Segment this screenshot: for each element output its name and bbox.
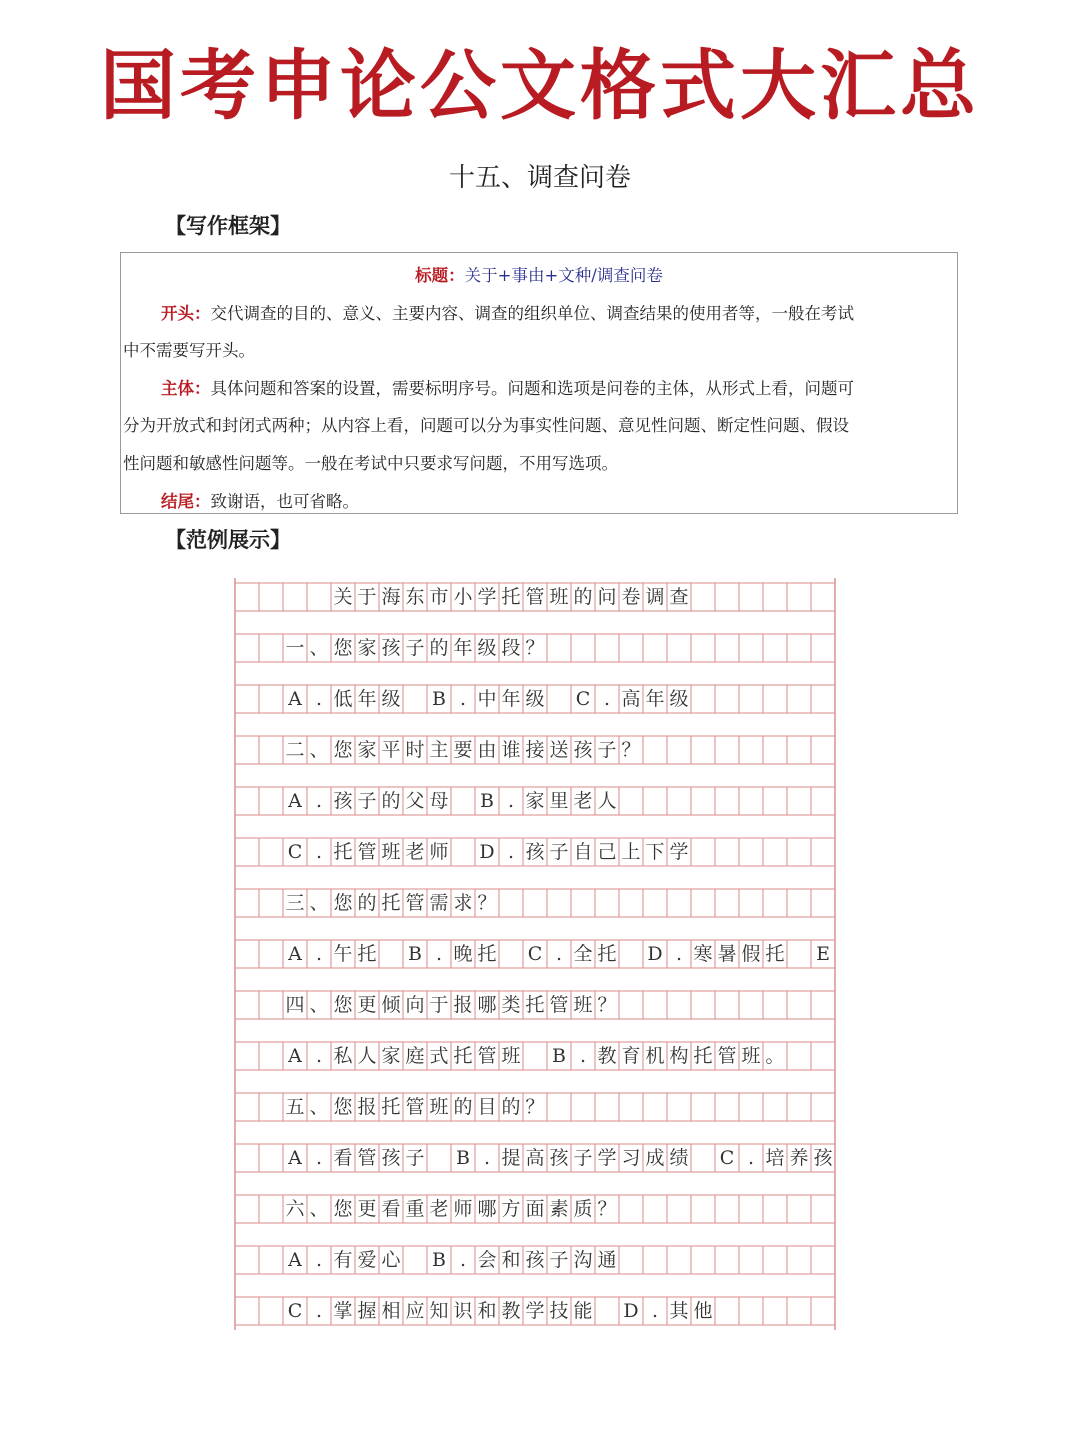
- grid-row: [234, 685, 838, 713]
- grid-cell-char: 心: [381, 1249, 401, 1271]
- grid-cell-char: 管: [405, 1096, 425, 1118]
- grid-cell-char: 班: [381, 841, 401, 863]
- grid-cell-char: 年: [501, 688, 521, 710]
- grid-cell-char: 有: [333, 1249, 353, 1271]
- grid-cell-char: 、: [309, 739, 329, 761]
- grid-cell-char: 子: [357, 790, 377, 812]
- grid-cell-char: 孩: [813, 1147, 833, 1169]
- framework-ending-line: [123, 483, 955, 521]
- grid-cell-char: 他: [693, 1300, 713, 1322]
- grid-cell-char: 托: [333, 841, 353, 863]
- grid-cell-char: 相: [381, 1300, 401, 1322]
- grid-cell-char: 管: [549, 994, 569, 1016]
- grid-cell-char: 管: [357, 1147, 377, 1169]
- grid-cell-char: 老: [429, 1198, 449, 1220]
- grid-cell-char: A: [288, 1249, 302, 1271]
- grid-cell-char: 市: [429, 586, 449, 608]
- grid-cell-char: B: [432, 1249, 446, 1271]
- grid-cell-char: 孩: [525, 841, 545, 863]
- grid-cell-char: 沟: [573, 1249, 593, 1271]
- grid-cell-char: C: [287, 841, 303, 863]
- grid-cell-char: 父: [405, 790, 425, 812]
- grid-cell-char: 四: [285, 994, 305, 1016]
- grid-cell-char: .: [651, 1300, 659, 1322]
- grid-cell-char: ？: [597, 994, 617, 1016]
- grid-cell-char: A: [288, 790, 302, 812]
- grid-cell-char: 类: [501, 994, 521, 1016]
- grid-cell-char: C: [287, 1300, 303, 1322]
- grid-cell-char: 海: [381, 586, 401, 608]
- grid-cell-char: .: [459, 688, 467, 710]
- grid-cell-char: 学: [525, 1300, 545, 1322]
- grid-cell-char: 式: [429, 1045, 449, 1067]
- grid-cell-char: .: [507, 841, 515, 863]
- grid-cell-char: 托: [525, 994, 545, 1016]
- grid-cell-char: .: [315, 943, 323, 965]
- grid-cell-char: 子: [573, 1147, 593, 1169]
- grid-cell-char: 段: [501, 637, 521, 659]
- grid-cell-char: 二: [285, 739, 305, 761]
- grid-cell-char: 班: [429, 1096, 449, 1118]
- grid-cell-char: 技: [549, 1300, 569, 1322]
- grid-cell-char: 托: [381, 1096, 401, 1118]
- grid-cell-char: 哪: [477, 1198, 497, 1220]
- grid-cell-char: .: [315, 1147, 323, 1169]
- grid-cell-char: A: [288, 1147, 302, 1169]
- framework-opening-line: [123, 295, 955, 333]
- grid-cell-char: B: [408, 943, 422, 965]
- section-title: 十五、调查问卷: [448, 163, 631, 193]
- grid-cell-char: 托: [693, 1045, 713, 1067]
- grid-cell-char: 托: [477, 943, 497, 965]
- grid-cell-char: 的: [573, 586, 593, 608]
- grid-row: [234, 787, 838, 815]
- grid-cell-char: 习: [621, 1147, 641, 1169]
- framework-body-line-3: 性问题和敏感性问题等。一般在考试中只要求写问题，不用写选项。: [123, 453, 618, 473]
- grid-cell-char: 掌: [333, 1300, 353, 1322]
- grid-cell-char: 托: [501, 586, 521, 608]
- grid-cell-char: 母: [429, 790, 449, 812]
- grid-cell-char: 谁: [501, 739, 521, 761]
- grid-cell-char: .: [315, 1300, 323, 1322]
- grid-cell-char: 知: [429, 1300, 449, 1322]
- grid-cell-char: 看: [381, 1198, 401, 1220]
- grid-cell-char: .: [315, 1045, 323, 1067]
- grid-cell-char: 管: [717, 1045, 737, 1067]
- grid-cell-char: 教: [597, 1045, 617, 1067]
- grid-cell-char: 三: [285, 892, 305, 914]
- grid-cell-char: 的: [429, 637, 449, 659]
- grid-cell-char: 看: [333, 1147, 353, 1169]
- grid-cell-char: 托: [453, 1045, 473, 1067]
- grid-cell-char: 孩: [573, 739, 593, 761]
- grid-cell-char: 家: [357, 739, 377, 761]
- grid-cell-char: 、: [309, 1096, 329, 1118]
- grid-cell-char: 学: [597, 1147, 617, 1169]
- grid-cell-char: D: [647, 943, 663, 965]
- grid-cell-char: 假: [741, 943, 761, 965]
- grid-cell-char: 级: [381, 688, 401, 710]
- grid-cell-char: .: [459, 1249, 467, 1271]
- grid-cell-char: .: [579, 1045, 587, 1067]
- title-text: 关于+事由+文种/调查问卷: [464, 266, 663, 285]
- grid-cell-char: 卷: [621, 586, 641, 608]
- grid-cell-char: 管: [525, 586, 545, 608]
- grid-cell-char: 寒: [693, 943, 713, 965]
- grid-cell-char: 家: [357, 637, 377, 659]
- grid-cell-char: .: [435, 943, 443, 965]
- grid-cell-char: 高: [621, 688, 641, 710]
- grid-cell-char: 识: [453, 1300, 473, 1322]
- grid-cell-char: 级: [477, 637, 497, 659]
- grid-cell-char: 五: [285, 1096, 305, 1118]
- grid-cell-char: 己: [597, 841, 617, 863]
- grid-cell-char: 提: [501, 1147, 521, 1169]
- grid-cell-char: 高: [525, 1147, 545, 1169]
- grid-cell-char: 您: [333, 1198, 353, 1220]
- grid-cell-char: B: [432, 688, 446, 710]
- grid-cell-char: 下: [645, 841, 665, 863]
- grid-cell-char: .: [507, 790, 515, 812]
- body-text-1: 具体问题和答案的设置，需要标明序号。问题和选项是问卷的主体，从形式上看，问题可: [210, 378, 854, 398]
- grid-cell-char: 质: [573, 1198, 593, 1220]
- framework-body-line-2: 分为开放式和封闭式两种；从内容上看，问题可以分为事实性问题、意见性问题、断定性问题、假设: [123, 416, 849, 436]
- grid-cell-char: 教: [501, 1300, 521, 1322]
- grid-cell-char: 级: [525, 688, 545, 710]
- ending-label: 结尾：: [161, 491, 211, 511]
- grid-cell-char: 师: [429, 841, 449, 863]
- grid-cell-char: C: [527, 943, 543, 965]
- grid-cell-char: .: [675, 943, 683, 965]
- grid-cell-char: 接: [525, 739, 545, 761]
- grid-cell-char: 更: [357, 994, 377, 1016]
- grid-cell-char: 庭: [405, 1045, 425, 1067]
- grid-cell-char: 育: [621, 1045, 641, 1067]
- grid-cell-char: ？: [525, 1096, 545, 1118]
- grid-cell-char: 其: [669, 1300, 689, 1322]
- grid-cell-char: B: [480, 790, 494, 812]
- grid-cell-char: 里: [549, 790, 569, 812]
- grid-cell-char: 孩: [549, 1147, 569, 1169]
- grid-cell-char: 的: [501, 1096, 521, 1118]
- grid-cell-char: 私: [333, 1045, 353, 1067]
- grid-row: [234, 736, 838, 764]
- grid-cell-char: 小: [453, 586, 473, 608]
- grid-row: [234, 583, 838, 611]
- grid-cell-char: 培: [765, 1147, 785, 1169]
- grid-cell-char: 子: [549, 1249, 569, 1271]
- grid-cell-char: 班: [573, 994, 593, 1016]
- grid-row: [234, 889, 838, 917]
- grid-cell-char: 午: [333, 943, 353, 965]
- grid-cell-char: 的: [381, 790, 401, 812]
- grid-cell-char: 和: [501, 1249, 521, 1271]
- grid-row: [234, 838, 838, 866]
- grid-cell-char: 报: [453, 994, 473, 1016]
- grid-cell-char: .: [483, 1147, 491, 1169]
- grid-cell-char: C: [575, 688, 591, 710]
- grid-cell-char: 机: [645, 1045, 665, 1067]
- grid-cell-char: 需: [429, 892, 449, 914]
- grid-cell-char: 、: [309, 994, 329, 1016]
- grid-cell-char: 托: [765, 943, 785, 965]
- grid-cell-char: 应: [405, 1300, 425, 1322]
- grid-cell-char: 养: [789, 1147, 809, 1169]
- grid-cell-char: 问: [597, 586, 617, 608]
- grid-cell-char: 低: [333, 688, 353, 710]
- grid-row: [234, 1042, 838, 1070]
- grid-cell-char: 和: [477, 1300, 497, 1322]
- grid-cell-char: 中: [477, 688, 497, 710]
- grid-cell-char: 主: [429, 739, 449, 761]
- grid-cell-char: 年: [357, 688, 377, 710]
- framework-title-line: [123, 257, 955, 295]
- grid-cell-char: 管: [477, 1045, 497, 1067]
- grid-row: [234, 1093, 838, 1121]
- grid-cell-char: 人: [357, 1045, 377, 1067]
- grid-cell-char: 面: [525, 1198, 545, 1220]
- grid-cell-char: 孩: [525, 1249, 545, 1271]
- grid-cell-char: 查: [669, 586, 689, 608]
- grid-cell-char: 托: [381, 892, 401, 914]
- grid-cell-char: A: [288, 1045, 302, 1067]
- grid-cell-char: 东: [405, 586, 425, 608]
- grid-cell-char: E: [816, 943, 830, 965]
- grid-cell-char: 的: [453, 1096, 473, 1118]
- grid-cell-char: 。: [765, 1045, 785, 1067]
- grid-cell-char: 通: [597, 1249, 617, 1271]
- grid-cell-char: 更: [357, 1198, 377, 1220]
- framework-heading: 【写作框架】: [165, 213, 291, 238]
- grid-cell-char: 子: [549, 841, 569, 863]
- grid-cell-char: ？: [477, 892, 497, 914]
- main-title: 国考申论公文格式大汇总: [100, 41, 980, 130]
- opening-label: 开头：: [161, 303, 211, 323]
- grid-cell-char: 握: [357, 1300, 377, 1322]
- grid-cell-char: B: [456, 1147, 470, 1169]
- grid-cell-char: B: [552, 1045, 566, 1067]
- grid-cell-char: ？: [597, 1198, 617, 1220]
- grid-cell-char: 家: [525, 790, 545, 812]
- grid-cell-char: C: [719, 1147, 735, 1169]
- grid-cell-char: 六: [285, 1198, 305, 1220]
- grid-cell-char: 哪: [477, 994, 497, 1016]
- grid-cell-char: 子: [405, 637, 425, 659]
- grid-cell-char: D: [479, 841, 495, 863]
- grid-cell-char: 家: [381, 1045, 401, 1067]
- grid-cell-char: 爱: [357, 1249, 377, 1271]
- grid-row: [234, 1297, 838, 1325]
- grid-cell-char: 您: [333, 1096, 353, 1118]
- grid-cell-char: 子: [597, 739, 617, 761]
- grid-cell-char: 托: [597, 943, 617, 965]
- grid-cell-char: 您: [333, 994, 353, 1016]
- grid-row: [234, 634, 838, 662]
- grid-cell-char: 全: [573, 943, 593, 965]
- grid-cell-char: 倾: [381, 994, 401, 1016]
- grid-cell-char: 子: [405, 1147, 425, 1169]
- grid-cell-char: 管: [357, 841, 377, 863]
- grid-cell-char: 晚: [453, 943, 473, 965]
- grid-cell-char: 级: [669, 688, 689, 710]
- grid-cell-char: 学: [477, 586, 497, 608]
- grid-cell-char: 关: [333, 586, 353, 608]
- grid-cell-char: 、: [309, 1198, 329, 1220]
- grid-cell-char: 班: [741, 1045, 761, 1067]
- grid-cell-char: 绩: [669, 1147, 689, 1169]
- grid-cell-char: .: [315, 688, 323, 710]
- grid-cell-char: .: [315, 790, 323, 812]
- grid-cell-char: 、: [309, 892, 329, 914]
- opening-text-1: 交代调查的目的、意义、主要内容、调查的组织单位、调查结果的使用者等，一般在考试: [210, 303, 854, 323]
- grid-cell-char: .: [747, 1147, 755, 1169]
- grid-cell-char: .: [315, 841, 323, 863]
- grid-cell-char: 方: [501, 1198, 521, 1220]
- grid-cell-char: 孩: [333, 790, 353, 812]
- grid-cell-char: 班: [549, 586, 569, 608]
- ending-text: 致谢语，也可省略。: [210, 491, 359, 511]
- grid-cell-char: .: [603, 688, 611, 710]
- grid-cell-char: 要: [453, 739, 473, 761]
- grid-row: [234, 1144, 838, 1172]
- grid-cell-char: 会: [477, 1249, 497, 1271]
- grid-cell-char: 学: [669, 841, 689, 863]
- writing-framework-box: [120, 252, 958, 514]
- framework-body-line: [123, 370, 955, 408]
- grid-cell-char: 暑: [717, 943, 737, 965]
- grid-cell-char: ？: [525, 637, 545, 659]
- grid-cell-char: 送: [549, 739, 569, 761]
- grid-cell-char: 托: [357, 943, 377, 965]
- grid-cell-char: 的: [357, 892, 377, 914]
- grid-cell-char: 您: [333, 637, 353, 659]
- example-heading: 【范例展示】: [165, 527, 291, 552]
- grid-row: [234, 1246, 838, 1274]
- grid-cell-char: ？: [621, 739, 641, 761]
- grid-cell-char: .: [555, 943, 563, 965]
- grid-cell-char: 师: [453, 1198, 473, 1220]
- grid-cell-char: 老: [573, 790, 593, 812]
- grid-cell-char: 您: [333, 739, 353, 761]
- grid-cell-char: 重: [405, 1198, 425, 1220]
- grid-row: [234, 1195, 838, 1223]
- grid-cell-char: 调: [645, 586, 665, 608]
- grid-cell-char: .: [315, 1249, 323, 1271]
- grid-cell-char: 一: [285, 637, 305, 659]
- grid-cell-char: 求: [453, 892, 473, 914]
- framework-opening-line-2: 中不需要写开头。: [123, 341, 255, 361]
- grid-cell-char: 能: [573, 1300, 593, 1322]
- grid-cell-char: 素: [549, 1198, 569, 1220]
- grid-cell-char: 老: [405, 841, 425, 863]
- grid-row: [234, 940, 838, 968]
- grid-cell-char: D: [623, 1300, 639, 1322]
- grid-cell-char: 由: [477, 739, 497, 761]
- grid-cell-char: A: [288, 943, 302, 965]
- grid-cell-char: 人: [597, 790, 617, 812]
- title-label: 标题：: [415, 266, 465, 285]
- grid-cell-char: 年: [453, 637, 473, 659]
- grid-cell-char: 报: [357, 1096, 377, 1118]
- grid-cell-char: 、: [309, 637, 329, 659]
- grid-cell-char: 自: [573, 841, 593, 863]
- grid-cell-char: 于: [357, 586, 377, 608]
- composition-grid-paper: [234, 578, 838, 1330]
- grid-cell-char: A: [288, 688, 302, 710]
- grid-row: [234, 991, 838, 1019]
- grid-cell-char: 您: [333, 892, 353, 914]
- grid-cell-char: 孩: [381, 637, 401, 659]
- grid-cell-char: 孩: [381, 1147, 401, 1169]
- grid-cell-char: 平: [381, 739, 401, 761]
- grid-cell-char: 年: [645, 688, 665, 710]
- grid-cell-char: 上: [621, 841, 641, 863]
- grid-cell-char: 构: [669, 1045, 689, 1067]
- grid-cell-char: 成: [645, 1147, 665, 1169]
- grid-cell-char: 于: [429, 994, 449, 1016]
- grid-cell-char: 向: [405, 994, 425, 1016]
- grid-cell-char: 目: [477, 1096, 497, 1118]
- grid-cell-char: 时: [405, 739, 425, 761]
- body-label: 主体：: [161, 378, 211, 398]
- grid-cell-char: 管: [405, 892, 425, 914]
- grid-cell-char: 班: [501, 1045, 521, 1067]
